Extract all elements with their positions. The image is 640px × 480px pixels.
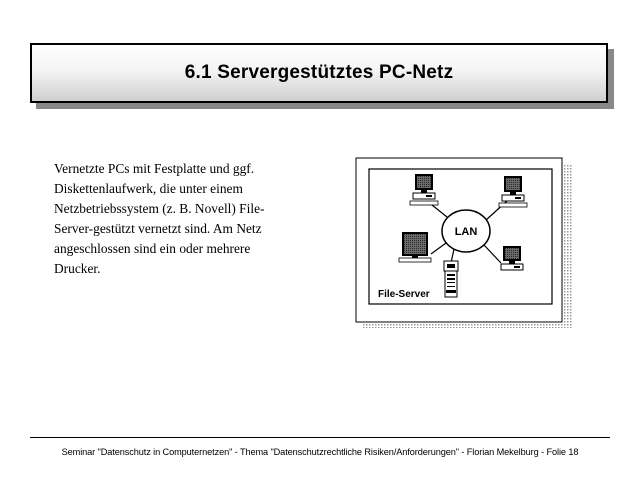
body-line: Drucker. <box>54 261 101 276</box>
title-box <box>30 43 608 103</box>
lan-label: LAN <box>454 226 478 238</box>
body-line: Vernetzte PCs mit Festplatte und ggf. <box>54 161 255 176</box>
lan-hub <box>442 210 490 252</box>
server-tower-icon <box>444 261 458 297</box>
body-line: Server-gestützt vernetzt sind. Am Netz <box>54 221 262 236</box>
footer-text: Seminar "Datenschutz in Computernetzen" - Thema "Datenschutzrechtliche Risiken/Anforderungen" - Florian Mekelburg - Folie 18 <box>61 447 579 457</box>
footer-divider <box>30 437 610 438</box>
body-line: Netzbetriebssystem (z. B. Novell) File- <box>54 201 265 216</box>
pc-icon <box>501 246 523 270</box>
body-line: angeschlossen sind ein oder mehrere <box>54 241 251 256</box>
file-server-label: File-Server <box>378 289 430 300</box>
network-diagram <box>354 156 574 330</box>
body-line: Diskettenlaufwerk, die unter einem <box>54 181 243 196</box>
slide-title: 6.1 Servergestütztes PC-Netz <box>184 62 454 83</box>
body-text <box>54 159 304 279</box>
